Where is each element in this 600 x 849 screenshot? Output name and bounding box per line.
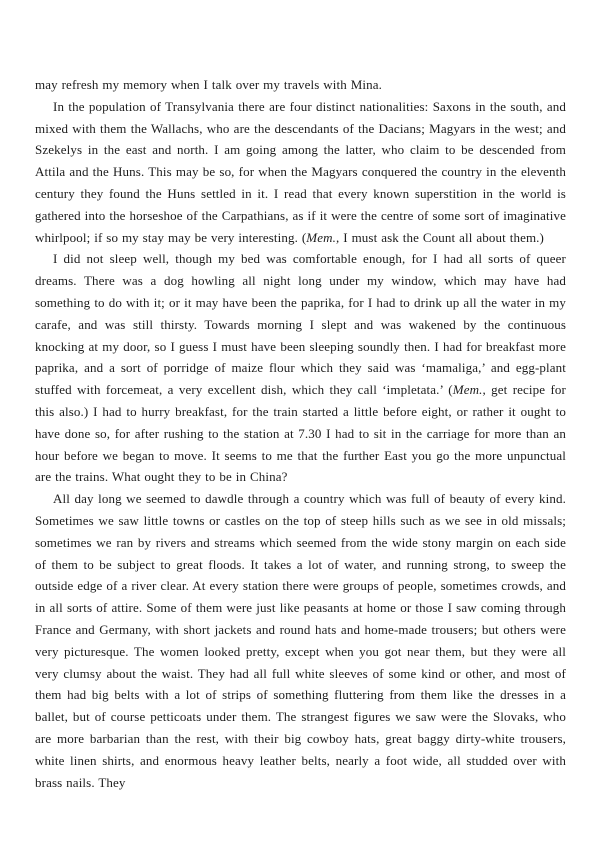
text-run: In the population of Transylvania there are four distinct nationalities: Saxons in the south, and mixed with them the Wallachs, who are the descendants of the Dacians; Magyars in the west; and Szekelys in the east and north. I am going among the latter, who claim to be descended from Attila and the Huns. This may be so, for when the Magyars conquered the country in the eleventh century they found the Huns settled in it. I read that every known superstition in the world is gathered into the horseshoe of the Carpathians, as if it were the centre of some sort of imaginative whirlpool; if so my stay may be very interesting. ( xyxy=(35,98,566,245)
text-run: may refresh my memory when I talk over my travels with Mina. xyxy=(35,77,382,92)
paragraph xyxy=(35,248,566,488)
text-content xyxy=(35,74,566,793)
italic-text-run: Mem., xyxy=(452,382,486,398)
paragraph xyxy=(35,96,566,249)
paragraph xyxy=(35,74,566,96)
text-run: All day long we seemed to dawdle through a country which was full of beauty of every kind. Sometimes we saw little towns or castles on the top of steep hills such as we see in old missals; sometimes we ran by rivers and streams which seemed from the wide stony margin on each side of them to be subject to great floods. It takes a lot of water, and running strong, to sweep the outside edge of a river clear. At every station there were groups of people, sometimes crowds, and in all sorts of attire. Some of them were just like peasants at home or those I saw coming through France and Germany, with short jackets and round hats and home-made trousers; but others were very picturesque. The women looked pretty, except when you got near them, but they were all very clumsy about the waist. They had all full white sleeves of some kind or other, and most of them had big belts with a lot of strips of something fluttering from them like the dresses in a ballet, but of course petticoats under them. The strangest figures we saw were the Slovaks, who are more barbarian than the rest, with their big cowboy hats, great baggy dirty-white trousers, white linen shirts, and enormous heavy leather belts, nearly a foot wide, all studded over with brass nails. They xyxy=(35,491,566,790)
text-run: I must ask the Count all about them.) xyxy=(339,229,545,245)
italic-text-run: Mem., xyxy=(306,229,340,245)
paragraph xyxy=(35,488,566,793)
text-run: get recipe for this also.) I had to hurry breakfast, for the train started a little before eight, or rather it ought to have done so, for after rushing to the station at 7.30 I had to sit in the carriage for more than an hour before we began to move. It seems to me that the further East you go the more unpunctual are the trains. What ought they to be in China? xyxy=(35,382,566,485)
text-run: I did not sleep well, though my bed was comfortable enough, for I had all sorts of queer dreams. There was a dog howling all night long under my window, which may have had something to do with it; or it may have been the paprika, for I had to drink up all the water in my carafe, and was still thirsty. Towards morning I slept and was wakened by the continuous knocking at my door, so I guess I must have been sleeping soundly then. I had for breakfast more paprika, and a sort of porridge of maize flour which they said was ‘mamaliga,’ and egg-plant stuffed with forcemeat, a very excellent dish, which they call ‘impletata.’ ( xyxy=(35,251,566,398)
